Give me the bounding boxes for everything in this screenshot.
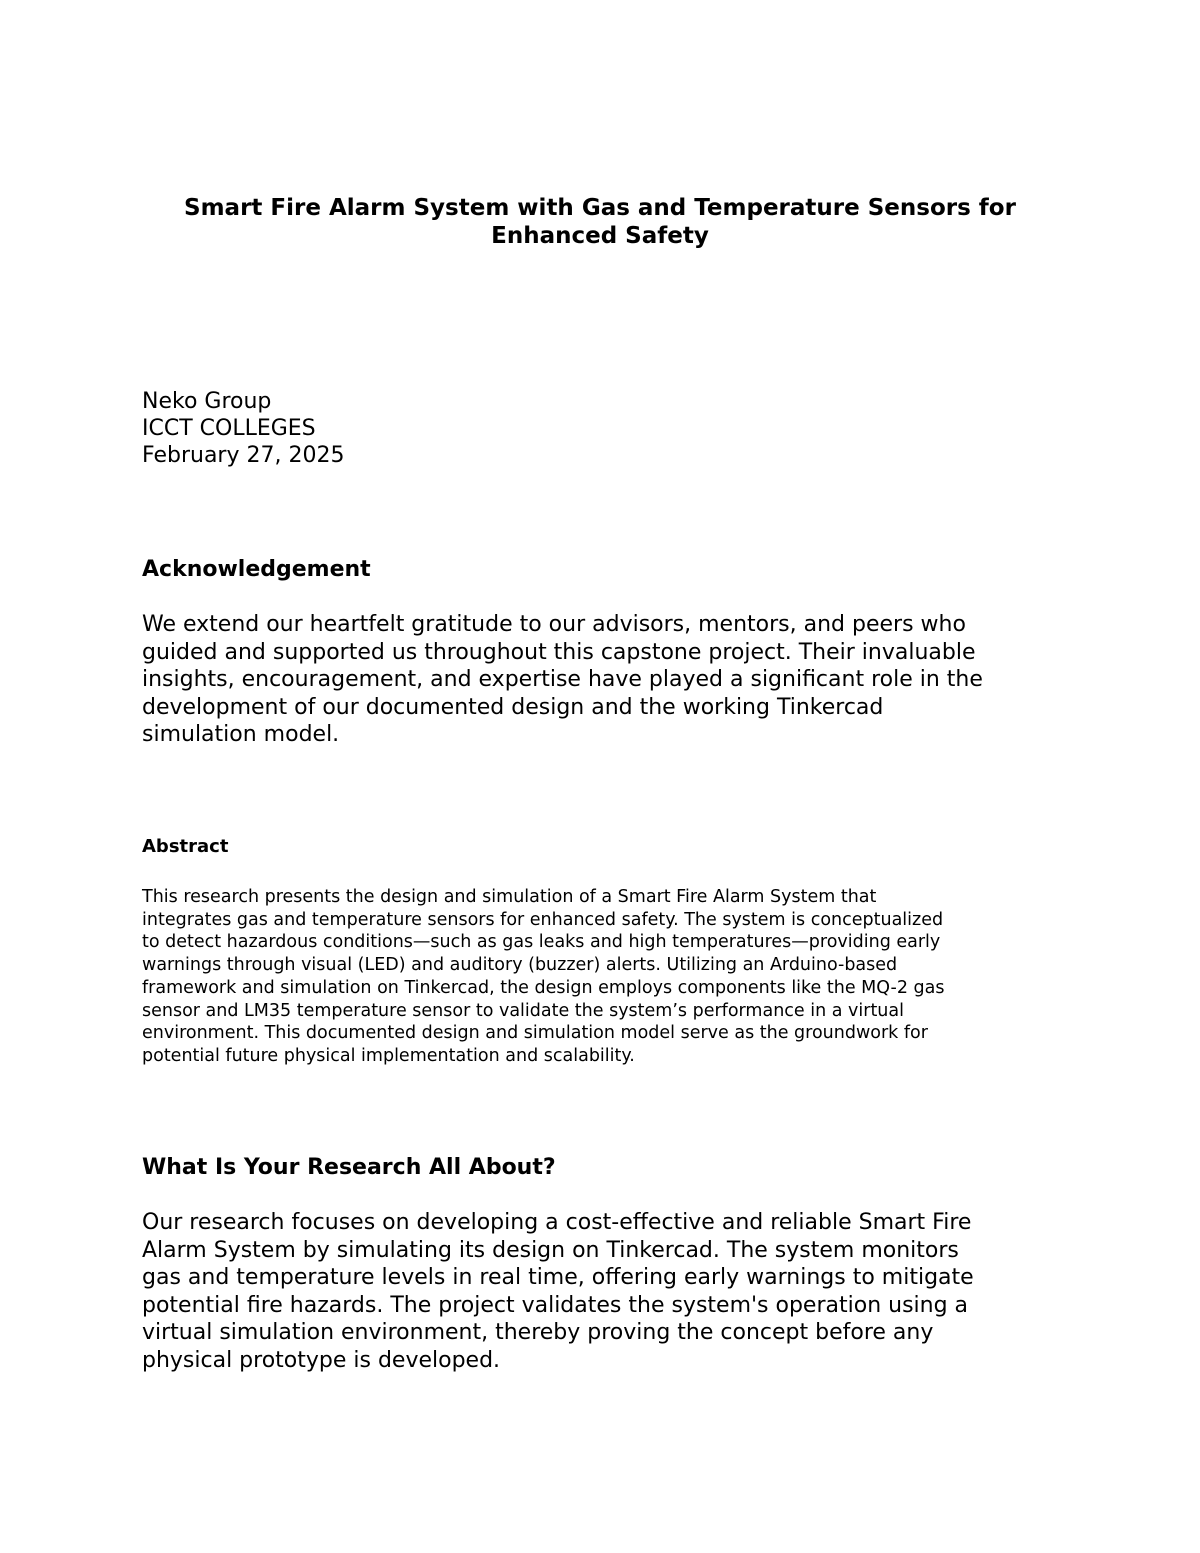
abstract-line: sensor and LM35 temperature sensor to validate the system’s performance in a virtual xyxy=(142,1000,904,1021)
acknowledgement-heading: Acknowledgement xyxy=(142,557,371,582)
acknowledgement-line: simulation model. xyxy=(142,722,340,747)
abstract-line: environment. This documented design and simulation model serve as the groundwork for xyxy=(142,1023,928,1044)
research-line: physical prototype is developed. xyxy=(142,1347,501,1373)
author-info xyxy=(142,388,344,469)
title-line-1: Smart Fire Alarm System with Gas and Temperature Sensors for xyxy=(184,195,1016,221)
acknowledgement-line: insights, encouragement, and expertise have played a significant role in the xyxy=(142,667,983,692)
research-line: potential fire hazards. The project validates the system's operation using a xyxy=(142,1292,969,1318)
abstract-line: to detect hazardous conditions—such as gas leaks and high temperatures—providing early xyxy=(142,932,941,953)
acknowledgement-line: We extend our heartfelt gratitude to our advisors, mentors, and peers who xyxy=(142,612,966,637)
abstract-line: integrates gas and temperature sensors for enhanced safety. The system is conceptualized xyxy=(142,909,944,930)
abstract-line: potential future physical implementation and scalability. xyxy=(142,1045,635,1066)
abstract-line: This research presents the design and simulation of a Smart Fire Alarm System that xyxy=(142,887,877,907)
document-date: February 27, 2025 xyxy=(142,443,345,468)
acknowledgement-paragraph xyxy=(142,611,1062,749)
research-line: virtual simulation environment, thereby proving the concept before any xyxy=(142,1320,934,1345)
acknowledgement-line: guided and supported us throughout this capstone project. Their invaluable xyxy=(142,639,976,665)
research-heading: What Is Your Research All About? xyxy=(142,1155,556,1180)
research-line: gas and temperature levels in real time, offering early warnings to mitigate xyxy=(142,1265,974,1290)
institution-name: ICCT COLLEGES xyxy=(142,416,316,441)
group-name: Neko Group xyxy=(142,389,272,414)
title-line-2: Enhanced Safety xyxy=(491,223,709,249)
research-line: Our research focuses on developing a cost-effective and reliable Smart Fire xyxy=(142,1210,972,1235)
acknowledgement-line: development of our documented design and the working Tinkercad xyxy=(142,694,884,720)
research-line: Alarm System by simulating its design on Tinkercad. The system monitors xyxy=(142,1237,959,1263)
abstract-line: framework and simulation on Tinkercad, the design employs components like the MQ-2 gas xyxy=(142,977,945,998)
document-title xyxy=(140,194,1060,250)
research-paragraph xyxy=(142,1209,1062,1374)
abstract-paragraph xyxy=(142,886,1052,1068)
abstract-line: warnings through visual (LED) and auditory (buzzer) alerts. Utilizing an Arduino-based xyxy=(142,955,898,976)
abstract-heading: Abstract xyxy=(142,836,229,857)
